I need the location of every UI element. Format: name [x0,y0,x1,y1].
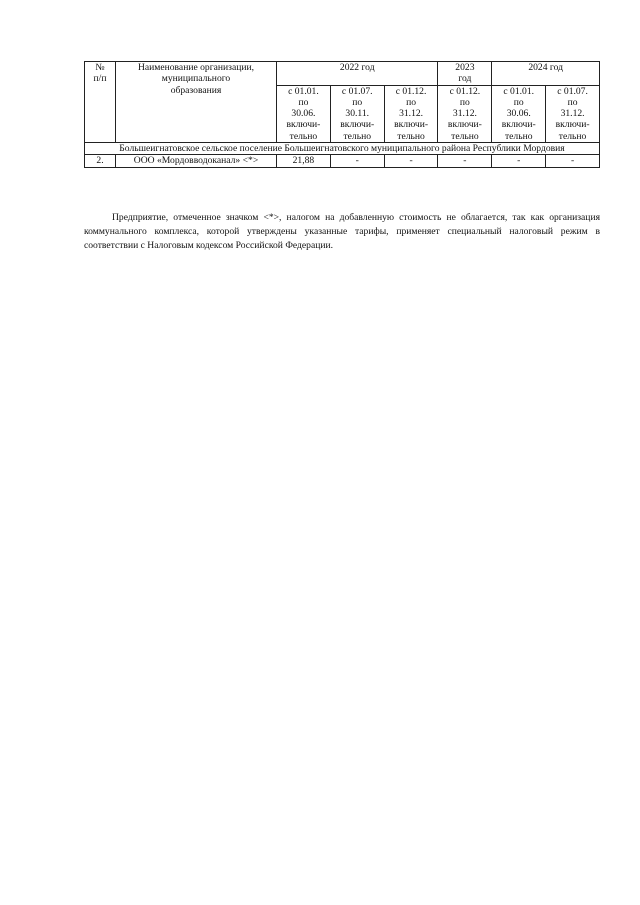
header-period: с 01.07. по 30.11. включи- тельно [330,85,384,142]
header-num: № п/п [85,62,116,143]
tariff-table [84,61,600,168]
row-value: - [492,155,546,167]
footnote-paragraph: Предприятие, отмеченное значком <*>, налогом на добавленную стоимость не облагается, так как организация коммунального комплекса, которой утверждены указанные тарифы, применяет специальный налоговый режим в соответствии с Налоговым кодексом Российской Федерации. [84,212,600,251]
row-value: - [330,155,384,167]
region-row [85,143,600,155]
row-value: - [438,155,492,167]
row-num: 2. [85,155,116,167]
region-title: Большеигнатовское сельское поселение Большеигнатовского муниципального района Республики Мордовия [85,143,600,155]
header-year-2022: 2022 год [277,62,438,86]
header-period: с 01.07. по 31.12. включи- тельно [546,85,600,142]
row-value: - [546,155,600,167]
header-name: Наименование организации, муниципального образования [116,62,277,143]
header-year-2023: 2023 год [438,62,492,86]
header-period: с 01.12. по 31.12. включи- тельно [384,85,438,142]
header-year-2024: 2024 год [492,62,600,86]
table-row [85,155,600,167]
header-period: с 01.12. по 31.12. включи- тельно [438,85,492,142]
header-period: с 01.01. по 30.06. включи- тельно [277,85,331,142]
header-period: с 01.01. по 30.06. включи- тельно [492,85,546,142]
table-header-row [85,62,600,86]
row-value: - [384,155,438,167]
row-value: 21,88 [277,155,331,167]
row-organization: ООО «Мордовводоканал» <*> [116,155,277,167]
